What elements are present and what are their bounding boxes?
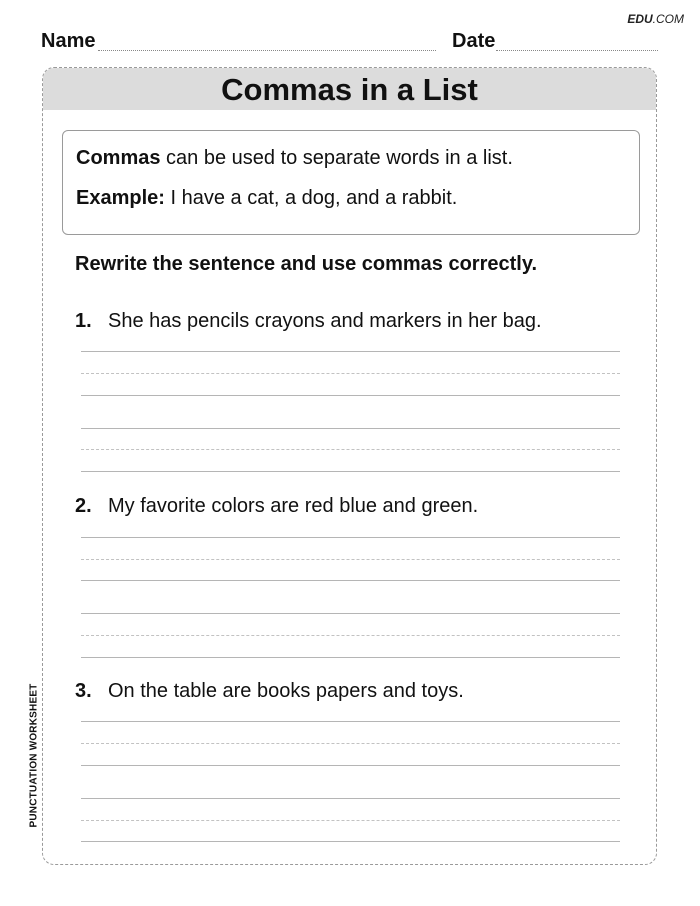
question-number: 1. [75,310,92,332]
rule-example [76,187,457,210]
answer-line[interactable] [81,428,620,429]
question-number: 3. [75,680,92,702]
question-text: My favorite colors are red blue and green. [108,495,479,517]
answer-line[interactable] [81,721,620,722]
instruction: Rewrite the sentence and use commas correctly. [75,253,538,275]
title-bar [43,68,656,110]
question-text: She has pencils crayons and markers in her bag. [108,310,542,332]
answer-line[interactable] [81,613,620,614]
date-label: Date [452,30,496,52]
question-3 [75,680,464,703]
question-1 [75,310,542,333]
rule-text: can be used to separate words in a list. [160,147,513,169]
answer-line[interactable] [81,657,620,658]
example-text: I have a cat, a dog, and a rabbit. [164,187,458,209]
answer-line[interactable] [81,798,620,799]
side-label: PUNCTUATION WORKSHEET [28,683,40,828]
brand-logo-suffix: .COM [652,12,684,26]
brand-logo [627,12,684,26]
example-label: Example: [76,187,165,209]
name-write-line[interactable] [98,50,436,51]
rule-term: Commas [76,147,161,169]
answer-guide-line [81,635,620,636]
date-write-line[interactable] [496,50,658,51]
answer-line[interactable] [81,580,620,581]
brand-logo-bold: EDU [627,12,653,26]
name-label: Name [41,30,96,52]
answer-line[interactable] [81,351,620,352]
question-text: On the table are books papers and toys. [108,680,464,702]
rule-definition [76,147,513,170]
answer-guide-line [81,373,620,374]
answer-line[interactable] [81,765,620,766]
question-number: 2. [75,495,92,517]
answer-guide-line [81,743,620,744]
question-2 [75,495,478,518]
answer-line[interactable] [81,471,620,472]
answer-line[interactable] [81,537,620,538]
rule-box [62,130,640,235]
answer-guide-line [81,559,620,560]
answer-line[interactable] [81,841,620,842]
page-title: Commas in a List [221,72,478,107]
answer-guide-line [81,820,620,821]
answer-line[interactable] [81,395,620,396]
answer-guide-line [81,449,620,450]
